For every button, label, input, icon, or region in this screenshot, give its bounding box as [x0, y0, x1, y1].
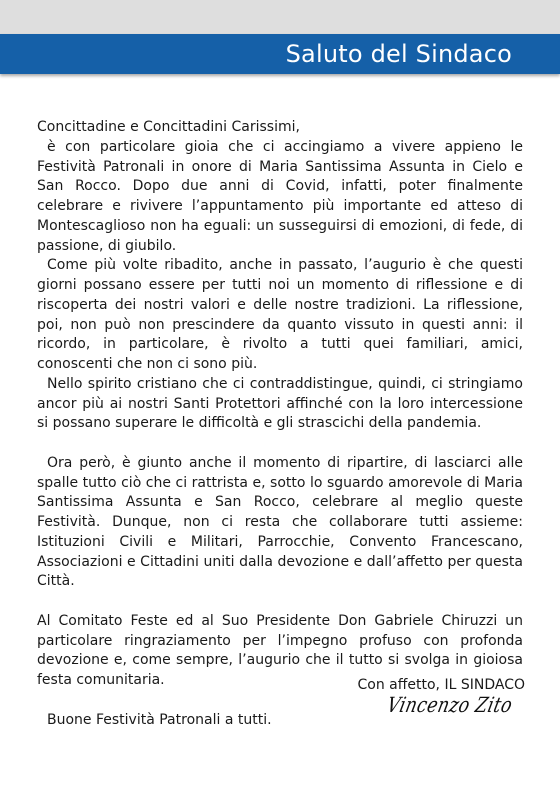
letter-paragraph: Ora però, è giunto anche il momento di ripartire, di lasciarci alle spalle tutto ciò che ci rattrista e, sotto lo sguardo amorevole di Maria Santissima Assunta e San Rocco, celebrare al meglio queste Festività. Dunque, non ci resta che collaborare tutti assieme: Istituzioni Civili e Militari, Parrocchie, Convento Francescano, Associazioni e Cittadini uniti dalla devozione e dall’affetto per questa Città.	[37, 454, 523, 590]
letter-paragraph: Al Comitato Feste ed al Suo Presidente Don Gabriele Chiruzzi un particolare ringraziamento per l’impegno profuso con profonda devozione e, come sempre, l’augurio che il tutto si svolga in gioiosa festa comunitaria.	[37, 612, 523, 688]
letter-paragraph: Nello spirito cristiano che ci contraddistingue, quindi, ci stringiamo ancor più ai nostri Santi Protettori affinché con la loro intercessione si possano superare le difficoltà e gli strascichi della pandemia.	[37, 375, 523, 432]
mayor-signature: Vincenzo Zito	[384, 693, 515, 717]
letter-salutation: Concittadine e Concittadini Carissimi,	[37, 119, 300, 135]
letter-body	[37, 118, 523, 730]
letter-closing-greeting: Buone Festività Patronali a tutti.	[47, 711, 272, 728]
letter-paragraph: Come più volte ribadito, anche in passato, l’augurio è che questi giorni possano essere per tutti noi un momento di riflessione e di riscoperta dei nostri valori e delle nostre tradizioni. La riflessione, poi, non può non prescindere da quanto vissuto in questi anni: il ricordo, in particolare, è rivolto a tutti quei familiari, amici, conoscenti che non ci sono più.	[37, 257, 523, 372]
header-top-strip	[0, 0, 560, 34]
signoff-closing: Con affetto, IL SINDACO	[357, 677, 525, 693]
page-title: Saluto del Sindaco	[285, 40, 512, 68]
letter-paragraph: è con particolare gioia che ci accingiamo a vivere appieno le Festività Patronali in onore di Maria Santissima Assunta in Cielo e San Rocco. Dopo due anni di Covid, infatti, poter finalmente celebrare e rivivere l’appuntamento più importante ed atteso di Montescaglioso non ha eguali: un susseguirsi di emozioni, di fede, di passione, di giubilo.	[37, 138, 523, 254]
